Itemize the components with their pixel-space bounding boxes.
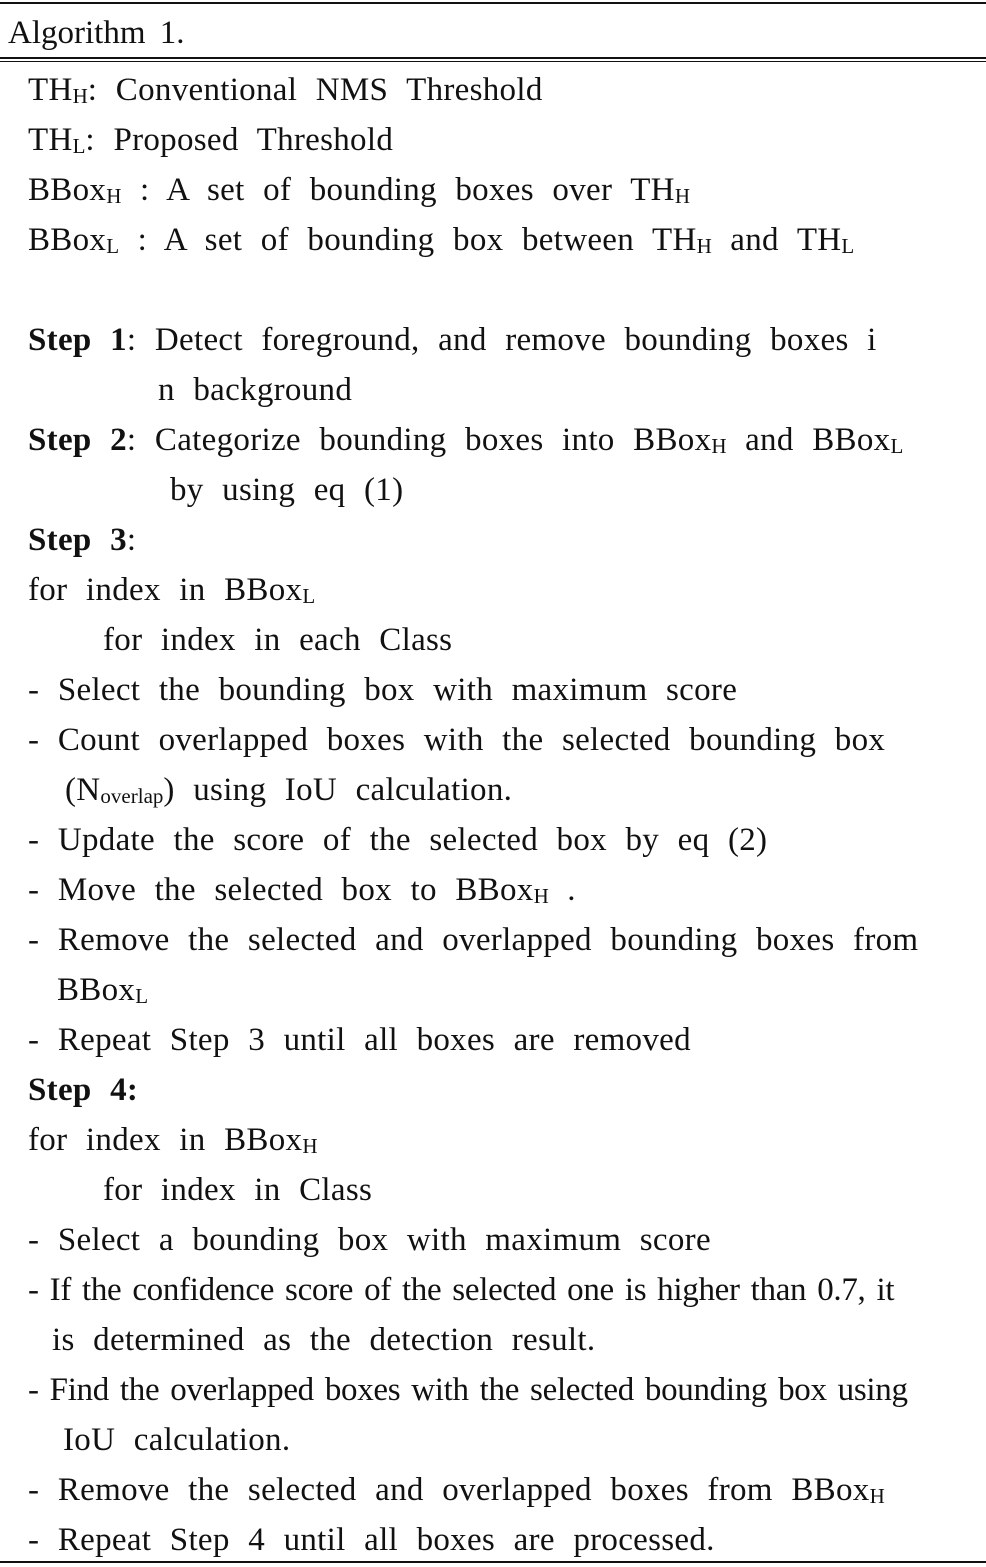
- step-4-inner-loop: for index in Class: [103, 1172, 373, 1208]
- step-4: Step 4:: [28, 1072, 139, 1108]
- header-rule: [0, 57, 986, 59]
- top-rule: [0, 2, 986, 4]
- step-1-cont: n background: [158, 372, 353, 408]
- def-bbox-low: BBox$_L$ : A set of bounding box between $TH_H$ and $TH_L$: [28, 222, 855, 258]
- step-1: Step 1: Detect foreground, and remove bounding boxes i: [28, 322, 877, 358]
- step-4-select: - Select a bounding box with maximum score: [28, 1222, 711, 1258]
- step-3-outer-loop: for index in BBox$_L$: [28, 572, 316, 608]
- step-3-update: - Update the score of the selected box by eq (2): [28, 822, 768, 858]
- bottom-rule: [0, 1561, 986, 1563]
- step-4-confidence-cont: is determined as the detection result.: [52, 1322, 596, 1358]
- step-3-select: - Select the bounding box with maximum score: [28, 672, 738, 708]
- step-4-find-cont: IoU calculation.: [63, 1422, 291, 1458]
- step-4-outer-loop: for index in BBox$_H$: [28, 1122, 318, 1158]
- step-3-count-cont: $(N_{overlap})$ using IoU calculation.: [65, 772, 513, 808]
- step-2-cont: by using eq (1): [170, 472, 404, 508]
- step-3-count: - Count overlapped boxes with the selected bounding box: [28, 722, 886, 758]
- step-3-repeat: - Repeat Step 3 until all boxes are removed: [28, 1022, 691, 1058]
- def-bbox-high: BBox$_H$ : A set of bounding boxes over $TH_H$: [28, 172, 690, 208]
- def-th-low: $TH_L$: Proposed Threshold: [28, 122, 394, 158]
- algorithm-caption: Algorithm 1.: [8, 15, 185, 51]
- step-3-remove-cont: BBox$_L$: [57, 972, 149, 1008]
- def-th-high: $TH_H$: Conventional NMS Threshold: [28, 72, 543, 108]
- step-3-inner-loop: for index in each Class: [103, 622, 453, 658]
- step-2: Step 2: Categorize bounding boxes into BBox$_H$ and BBox$_L$: [28, 422, 904, 458]
- header-rule-thin: [0, 61, 986, 62]
- step-3-move: - Move the selected box to BBox$_H$ .: [28, 872, 576, 908]
- step-3: Step 3:: [28, 522, 137, 558]
- step-4-confidence: - If the confidence score of the selected one is higher than 0.7, it: [28, 1272, 895, 1308]
- step-4-find: - Find the overlapped boxes with the selected bounding box using: [28, 1372, 908, 1408]
- step-4-remove: - Remove the selected and overlapped boxes from BBox$_H$: [28, 1472, 885, 1508]
- step-3-remove: - Remove the selected and overlapped bounding boxes from: [28, 922, 919, 958]
- step-4-repeat: - Repeat Step 4 until all boxes are processed.: [28, 1522, 715, 1558]
